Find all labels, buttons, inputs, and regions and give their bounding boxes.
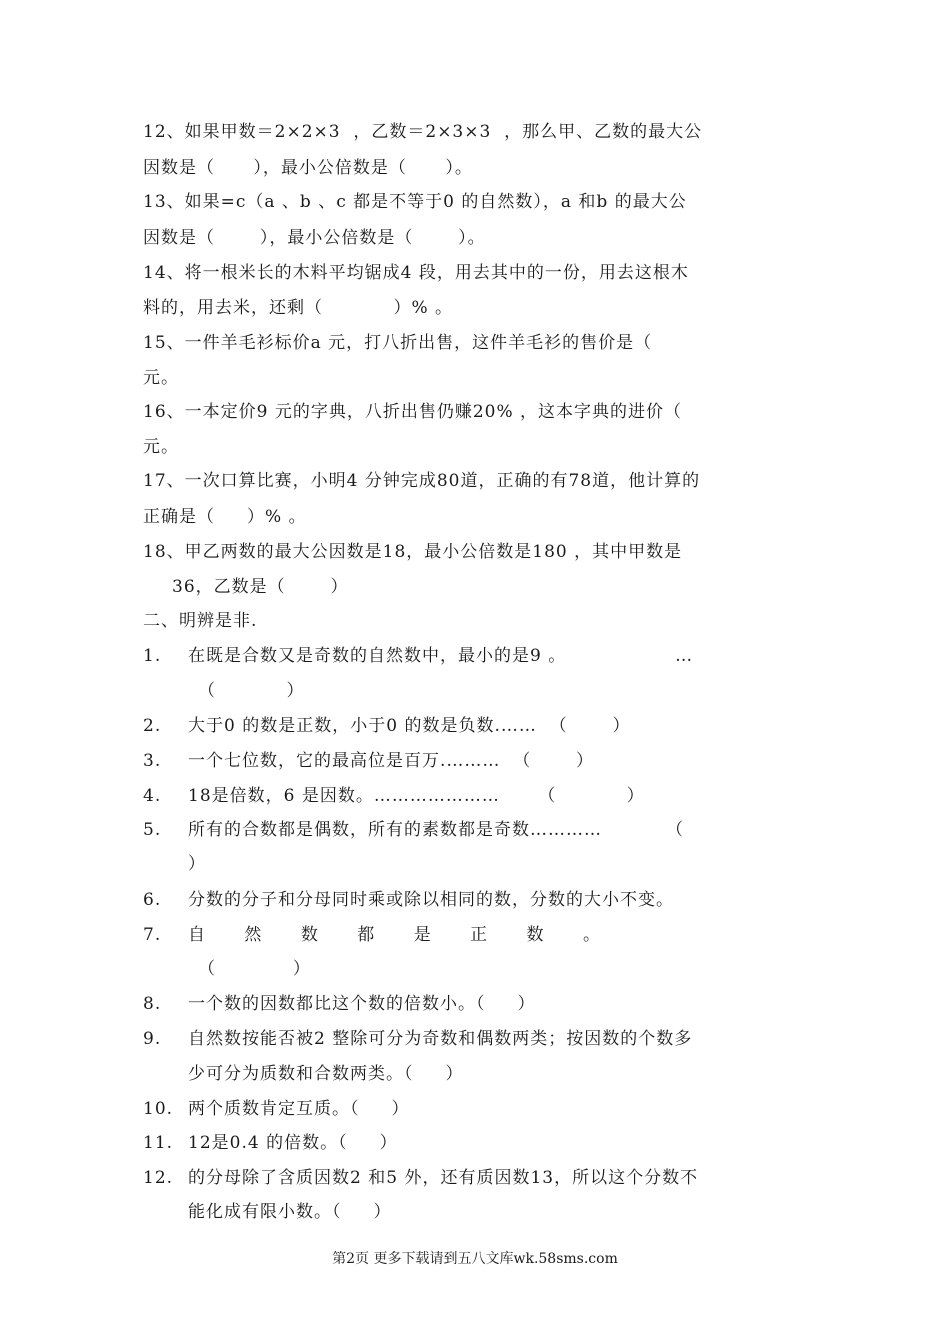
section-two-heading: 二、明辨是非. [143, 611, 258, 631]
item-text: 在既是合数又是奇数的自然数中，最小的是9 。 … [188, 646, 694, 666]
q16-line2: 元。 [143, 437, 179, 457]
item-text: 自然数按能否被2 整除可分为奇数和偶数两类；按因数的个数多 [188, 1029, 693, 1049]
item-text: 分数的分子和分母同时乘或除以相同的数，分数的大小不变。 [188, 890, 674, 910]
item-text: 12是0.4 的倍数。（ ） [188, 1133, 398, 1153]
q18-line1: 18、甲乙两数的最大公因数是18，最小公倍数是180 ，其中甲数是 [143, 542, 683, 562]
item-number: 9. [143, 1029, 162, 1049]
q17-line2: 正确是（ ）% 。 [143, 507, 307, 527]
item-number: 8. [143, 994, 162, 1014]
tf-item-5-answer: ） [188, 854, 206, 874]
q14-line1: 14、将一根米长的木料平均锯成4 段，用去其中的一份，用去这根木 [143, 263, 689, 283]
q13-line1: 13、如果=c（a 、b 、c 都是不等于0 的自然数），a 和b 的最大公 [143, 192, 687, 212]
tf-item-7-answer: （ ） [198, 959, 311, 979]
item-number: 7. [143, 925, 162, 945]
item-number: 5. [143, 820, 162, 840]
item-text: 所有的合数都是偶数，所有的素数都是奇数………… （ [188, 820, 685, 840]
item-text: 两个质数肯定互质。（ ） [188, 1099, 410, 1119]
item-text: 的分母除了含质因数2 和5 外，还有质因数13，所以这个分数不 [188, 1168, 699, 1188]
item-number: 1. [143, 646, 162, 666]
tf-item-1 [143, 645, 694, 711]
item-number: 2. [143, 716, 162, 736]
q15-line2: 元。 [143, 368, 179, 388]
item-text: 自 然 数 都 是 正 数 。 [188, 925, 601, 945]
item-number: 3. [143, 751, 162, 771]
item-text: 一个数的因数都比这个数的倍数小。（ ） [188, 994, 536, 1014]
item-text: 一个七位数，它的最高位是百万.……… （ ） [188, 751, 595, 771]
q12-line2: 因数是（ ），最小公倍数是（ ）。 [143, 158, 473, 178]
item-number: 4. [143, 786, 162, 806]
q12-line1: 12、如果甲数＝2×2×3 ，乙数＝2×3×3 ，那么甲、乙数的最大公 [143, 122, 703, 142]
item-number: 11. [143, 1133, 174, 1153]
tf-item-5 [143, 819, 685, 885]
page-footer: 第2页 更多下载请到五八文库wk.58sms.com [332, 1251, 618, 1267]
item-text: 大于0 的数是正数，小于0 的数是负数.…… （ ） [188, 716, 631, 736]
tf-item-12-line2: 能化成有限小数。（ ） [188, 1202, 392, 1222]
q17-line1: 17、一次口算比赛，小明4 分钟完成80道，正确的有78道，他计算的 [143, 471, 701, 491]
item-text: 18是倍数，6 是因数。………………… （ ） [188, 786, 645, 806]
q13-line2: 因数是（ ），最小公倍数是（ ）。 [143, 228, 486, 248]
tf-item-7 [143, 924, 601, 990]
tf-item-9-line2: 少可分为质数和合数两类。（ ） [188, 1064, 464, 1084]
item-number: 6. [143, 890, 162, 910]
q16-line1: 16、一本定价9 元的字典，八折出售仍赚20% ，这本字典的进价（ [143, 402, 683, 422]
item-number: 12. [143, 1168, 174, 1188]
q14-line2: 料的，用去米，还剩（ ）% 。 [143, 298, 453, 318]
q15-line1: 15、一件羊毛衫标价a 元，打八折出售，这件羊毛衫的售价是（ [143, 333, 653, 353]
tf-item-1-answer: （ ） [198, 681, 305, 701]
q18-line2: 36，乙数是（ ） [172, 577, 349, 597]
item-number: 10. [143, 1099, 174, 1119]
